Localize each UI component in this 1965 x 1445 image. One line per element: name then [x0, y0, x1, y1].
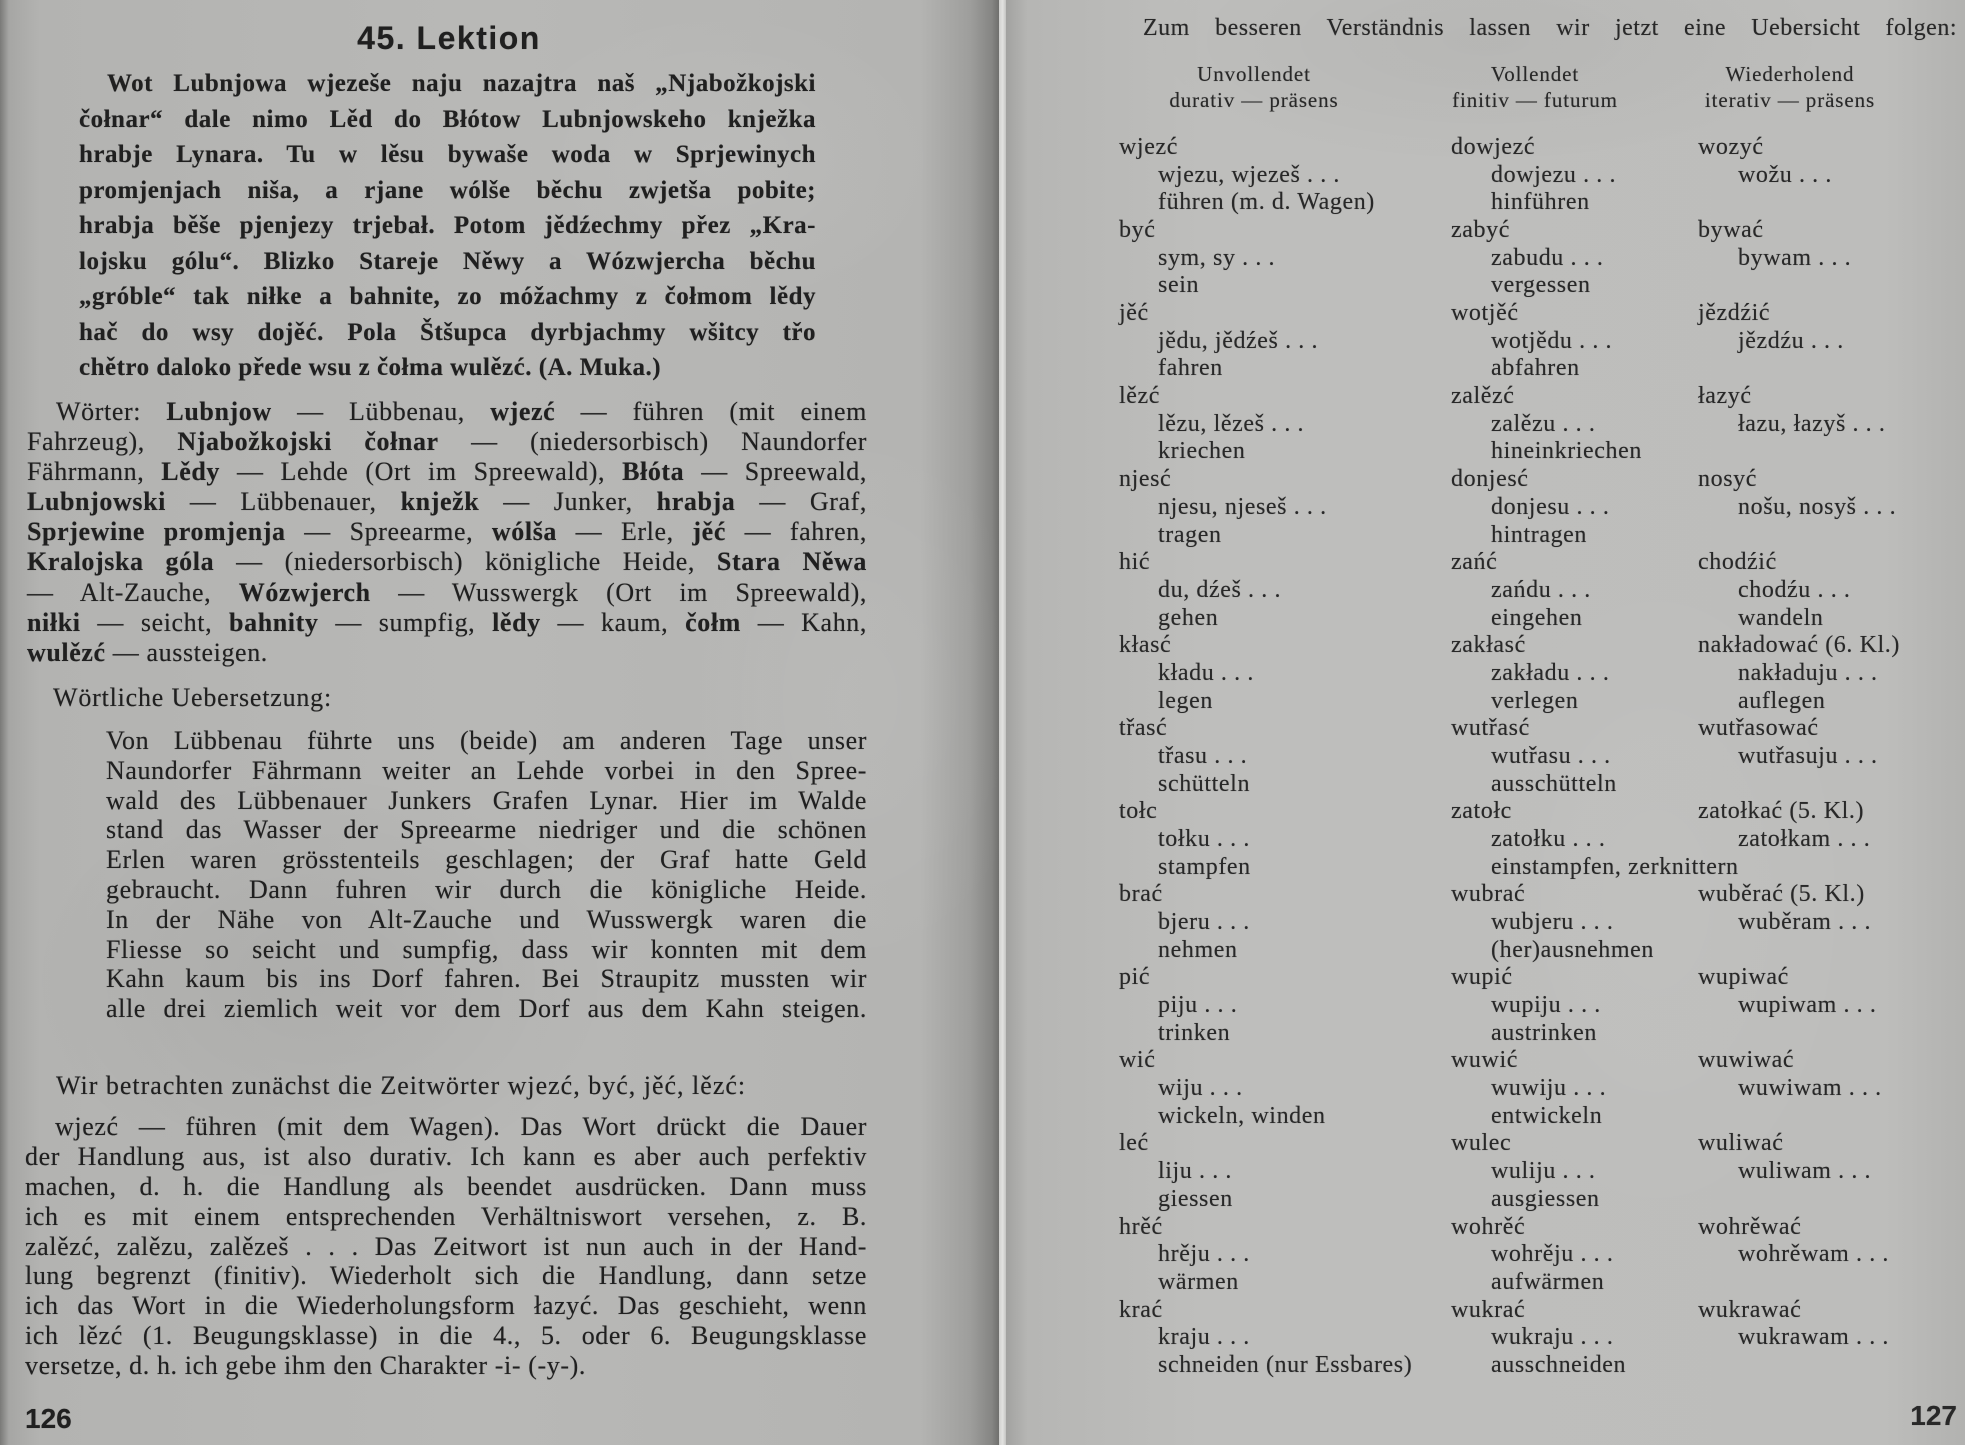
- verb-conjugation: bjeru . . .: [1158, 909, 1250, 936]
- explanation-line: lung begrenzt (finitiv). Wiederholt sich die Handlung, dann setze: [25, 1261, 867, 1291]
- vocabulary-term: Wózwjerch: [238, 577, 371, 607]
- vocabulary-term: bahnity: [229, 607, 319, 637]
- verb-infinitive: leć: [1119, 1130, 1149, 1157]
- verb-infinitive: zańć: [1451, 549, 1498, 576]
- explanation-line: versetze, d. h. ich gebe ihm den Charakter -i- (-y-).: [25, 1351, 586, 1381]
- verb-conjugation: zańdu . . .: [1491, 576, 1591, 603]
- verb-conjugation: kraju . . .: [1158, 1324, 1250, 1351]
- explanation-line: der Handlung aus, ist also durativ. Ich kann es aber auch perfektiv: [25, 1141, 867, 1171]
- vocabulary-term: Stara Něwa: [716, 547, 867, 577]
- vocabulary-gloss: — Lübbenau,: [271, 397, 491, 426]
- verb-translation: nehmen: [1158, 936, 1238, 963]
- verb-infinitive: wuwić: [1451, 1047, 1518, 1074]
- verb-infinitive: krać: [1119, 1296, 1163, 1323]
- verb-conjugation: wupiwam . . .: [1738, 992, 1877, 1019]
- verb-infinitive: lězć: [1119, 383, 1161, 410]
- verb-conjugation: wupiju . . .: [1491, 992, 1601, 1019]
- vocabulary-gloss: — kaum,: [540, 607, 686, 637]
- verb-infinitive: zabyć: [1451, 217, 1510, 244]
- verb-conjugation: łazu, łazyš . . .: [1738, 410, 1886, 437]
- vocabulary-gloss: Fahrzeug),: [27, 427, 178, 457]
- verb-infinitive: wupiwać: [1698, 964, 1789, 991]
- verb-translation: eingehen: [1491, 604, 1583, 631]
- verb-translation: ausschneiden: [1491, 1351, 1627, 1378]
- verb-infinitive: być: [1119, 217, 1156, 244]
- verb-infinitive: wuliwać: [1698, 1130, 1784, 1157]
- verb-conjugation: liju . . .: [1158, 1158, 1233, 1185]
- vocabulary-term: Kralojska góla: [27, 547, 215, 577]
- reading-line: čołnar“ dale nimo Lěd do Błótow Lubnjowskeho knježka: [79, 105, 816, 133]
- vocabulary-term: čołm: [685, 607, 741, 637]
- verb-infinitive: hić: [1119, 549, 1151, 576]
- column-subtitle: durativ — präsens: [1169, 88, 1339, 112]
- verb-infinitive: třasć: [1119, 715, 1168, 742]
- vocabulary-term: wulězć: [27, 637, 106, 667]
- vocabulary-gloss: — Wusswergk (Ort im Spreewald),: [370, 577, 867, 607]
- vocabulary-line: [27, 608, 867, 638]
- verb-infinitive: wozyć: [1698, 134, 1764, 160]
- right-book-page: [1006, 0, 1965, 1445]
- verb-conjugation: třasu . . .: [1158, 742, 1248, 769]
- vocabulary-term: Błóta: [622, 457, 685, 487]
- vocabulary-term: Lubnjow: [166, 397, 272, 426]
- vocabulary-line: [27, 397, 867, 427]
- verb-infinitive: donjesć: [1451, 466, 1529, 493]
- verb-infinitive: wutřasować: [1698, 715, 1819, 742]
- verb-conjugation: chodźu . . .: [1738, 576, 1851, 603]
- verb-translation: abfahren: [1491, 355, 1580, 382]
- vocabulary-gloss: — Alt-Zauche,: [27, 577, 239, 607]
- verb-translation: einstampfen, zerknittern: [1491, 853, 1739, 880]
- verb-infinitive: wotjěć: [1451, 300, 1519, 327]
- vocabulary-line: [27, 638, 867, 668]
- verb-conjugation: wohrěju . . .: [1491, 1241, 1614, 1268]
- explanation-line: machen, d. h. die Handlung als beendet ausdrücken. Dann muss: [25, 1171, 867, 1201]
- vocabulary-line: [27, 427, 867, 457]
- verb-infinitive: nosyć: [1698, 466, 1757, 493]
- verb-translation: hintragen: [1491, 521, 1588, 548]
- verb-translation: sein: [1158, 272, 1200, 299]
- translation-line: Erlen waren grösstenteils geschlagen; der Graf hatte Geld: [106, 845, 867, 875]
- overview-intro: Zum besseren Verständnis lassen wir jetzt eine Uebersicht folgen:: [1143, 15, 1957, 41]
- verb-translation: schütteln: [1158, 770, 1251, 797]
- verb-conjugation: donjesu . . .: [1491, 493, 1610, 520]
- verb-conjugation: sym, sy . . .: [1158, 244, 1276, 271]
- vocabulary-gloss: Fährmann,: [27, 457, 162, 487]
- vocabulary-term: niłki: [27, 607, 81, 637]
- reading-paragraph: [79, 66, 816, 386]
- verb-conjugation: nošu, nosyš . . .: [1738, 493, 1897, 520]
- translation-line: wald des Lübbenauer Junkers Grafen Lynar. Hier im Walde: [106, 785, 867, 815]
- verb-conjugation: piju . . .: [1158, 992, 1238, 1019]
- reading-line: hrabja běše pjenjezy trjebał. Potom jědźechmy přez „Kra-: [79, 212, 816, 239]
- verb-infinitive: wić: [1119, 1047, 1156, 1074]
- verb-conjugation: zatołkam . . .: [1738, 826, 1871, 852]
- vocabulary-gloss: — sumpfig,: [318, 607, 493, 637]
- verb-infinitive: bywać: [1698, 217, 1764, 244]
- translation-line: alle drei ziemlich weit vor dem Dorf aus dem Kahn steigen.: [106, 994, 867, 1024]
- translation-line: Naundorfer Fährmann weiter an Lehde vorbei in den Spree-: [106, 755, 867, 785]
- translation-heading: Wörtliche Uebersetzung:: [53, 683, 333, 712]
- verb-conjugation: wjezu, wjezeš . . .: [1158, 161, 1341, 188]
- verb-infinitive: wupić: [1451, 964, 1513, 991]
- vocabulary-line: [27, 487, 867, 517]
- verb-translation: aufwärmen: [1491, 1268, 1605, 1295]
- verb-translation: gehen: [1158, 604, 1219, 631]
- verb-conjugation: lězu, lězeš . . .: [1158, 410, 1305, 437]
- vocabulary-gloss: — aussteigen.: [105, 637, 268, 667]
- verb-conjugation: dowjezu . . .: [1491, 161, 1617, 188]
- verb-conjugation: tołku . . .: [1158, 826, 1250, 852]
- vocabulary-gloss: — Lübbenauer,: [165, 487, 401, 517]
- vocabulary-line: [27, 578, 867, 608]
- verb-infinitive: zatołc: [1451, 798, 1512, 825]
- vocabulary-gloss: — Graf,: [735, 487, 867, 517]
- verb-infinitive: chodźić: [1698, 549, 1777, 576]
- reading-line: Wot Lubnjowa wjezeše naju nazajtra naš „Njabožkojski: [107, 70, 816, 97]
- verb-infinitive: kłasć: [1119, 632, 1172, 659]
- explanation-line: wjezć — führen (mit dem Wagen). Das Wort drückt die Dauer: [55, 1112, 867, 1141]
- explanation-line: ich das Wort in die Wiederholungsform łazyć. Das geschieht, wenn: [25, 1291, 867, 1321]
- vocabulary-gloss: — Spreewald,: [684, 457, 868, 487]
- vocabulary-gloss: — (niedersorbisch) Naundorfer: [438, 427, 867, 457]
- verb-translation: hinführen: [1491, 189, 1590, 216]
- verb-translation: (her)ausnehmen: [1491, 936, 1654, 963]
- verb-infinitive: łazyć: [1698, 383, 1752, 410]
- verb-infinitive: hrěć: [1119, 1213, 1163, 1240]
- verb-infinitive: dowjezć: [1451, 134, 1536, 160]
- verb-translation: schneiden (nur Essbares): [1158, 1351, 1413, 1378]
- verb-conjugation: njesu, njeseš . . .: [1158, 493, 1327, 520]
- vocabulary-term: jěć: [692, 517, 726, 547]
- verb-translation: ausschütteln: [1491, 770, 1617, 797]
- vocabulary-term: lědy: [492, 607, 541, 637]
- vocabulary-term: Sprjewine promjenja: [27, 517, 286, 547]
- explanation-line: ich es mit einem entsprechenden Verhältniswort versehen, z. B.: [25, 1201, 867, 1231]
- verb-translation: tragen: [1158, 521, 1222, 548]
- verb-translation: wärmen: [1158, 1268, 1239, 1295]
- reading-line: promjenjach niša, a rjane wólše běchu zwjetša pobite;: [79, 176, 816, 204]
- verbs-intro: Wir betrachten zunächst die Zeitwörter wjezć, być, jěć, lězć:: [56, 1071, 747, 1100]
- verb-infinitive: zatołkać (5. Kl.): [1698, 798, 1865, 825]
- verb-translation: führen (m. d. Wagen): [1158, 189, 1375, 216]
- vocabulary-term: hrabja: [656, 487, 736, 517]
- verb-conjugation: jědu, jědźeš . . .: [1158, 327, 1319, 354]
- vocabulary-gloss: — (niedersorbisch) königliche Heide,: [214, 547, 717, 577]
- verb-infinitive: wjezć: [1119, 134, 1178, 160]
- vocabulary-term: wjezć: [490, 397, 556, 426]
- verb-translation: legen: [1158, 687, 1213, 714]
- reading-line: „gróble“ tak niłke a bahnite, zo móžachmy z čołmom lědy: [79, 283, 816, 310]
- verb-infinitive: jězdźić: [1698, 300, 1771, 327]
- verb-translation: stampfen: [1158, 853, 1251, 880]
- verb-conjugation: nakładuju . . .: [1738, 659, 1878, 686]
- verb-infinitive: brać: [1119, 881, 1163, 908]
- verb-conjugation: wohrěwam . . .: [1738, 1241, 1890, 1268]
- reading-line: lojsku gólu“. Blizko Stareje Něwy a Wózwjercha běchu: [79, 247, 816, 275]
- verb-translation: trinken: [1158, 1019, 1231, 1046]
- vocabulary-gloss: — Kahn,: [740, 607, 867, 637]
- verb-infinitive: wutřasć: [1451, 715, 1530, 742]
- verb-conjugation: bywam . . .: [1738, 244, 1852, 271]
- reading-line: hač do wsy dojěć. Pola Štšupca dyrbjachmy wšitcy třo: [79, 318, 816, 346]
- translation-line: Fliesse so seicht und sumpfig, dass wir konnten mit dem: [106, 934, 867, 964]
- verb-conjugation: wukrawam . . .: [1738, 1324, 1890, 1351]
- verb-translation: giessen: [1158, 1185, 1233, 1212]
- vocabulary-term: wólša: [491, 517, 558, 547]
- verb-infinitive: jěć: [1119, 300, 1149, 327]
- vocabulary-term: Lědy: [161, 457, 221, 487]
- translation-line: gebraucht. Dann fuhren wir durch die königliche Heide.: [106, 874, 867, 904]
- translation-paragraph: [106, 726, 867, 1024]
- vocabulary-gloss: — Junker,: [479, 487, 657, 517]
- vocabulary-gloss: — seicht,: [80, 607, 230, 637]
- explanation-paragraph: [25, 1112, 867, 1381]
- verb-conjugation: wuběram . . .: [1738, 909, 1872, 936]
- verb-infinitive: wohrěć: [1451, 1213, 1526, 1240]
- verb-conjugation: hrěju . . .: [1158, 1241, 1250, 1268]
- verb-translation: wickeln, winden: [1158, 1102, 1326, 1129]
- page-number: 127: [1910, 1400, 1957, 1431]
- verb-translation: ausgiessen: [1491, 1185, 1600, 1212]
- column-subtitle: finitiv — futurum: [1452, 88, 1618, 112]
- verb-conjugation: zabudu . . .: [1491, 244, 1604, 271]
- verb-conjugation: wuliju . . .: [1491, 1158, 1596, 1185]
- verb-translation: verlegen: [1491, 687, 1579, 714]
- verb-conjugation: wuwiju . . .: [1491, 1075, 1607, 1102]
- explanation-line: ich lězć (1. Beugungsklasse) in die 4., 5. oder 6. Beugungsklasse: [25, 1321, 867, 1351]
- verb-infinitive: zakłasć: [1451, 632, 1526, 659]
- verb-conjugation: kładu . . .: [1158, 659, 1254, 686]
- verb-conjugation: wubjeru . . .: [1491, 909, 1614, 936]
- vocabulary-gloss: — Erle,: [557, 517, 693, 547]
- verb-infinitive: nakładować (6. Kl.): [1698, 632, 1900, 659]
- vocabulary-line: [27, 547, 867, 577]
- verb-translation: hineinkriechen: [1491, 438, 1643, 465]
- vocabulary-term: Lubnjowski: [27, 487, 166, 517]
- verb-conjugation: wožu . . .: [1738, 161, 1832, 188]
- translation-line: Von Lübbenau führte uns (beide) am anderen Tage unser: [106, 726, 867, 755]
- verb-conjugation: zalězu . . .: [1491, 410, 1596, 437]
- verb-overview-table: [1006, 0, 1965, 1445]
- verb-infinitive: zalězć: [1451, 383, 1515, 410]
- verb-translation: austrinken: [1491, 1019, 1597, 1046]
- page-number: 126: [25, 1403, 72, 1434]
- verb-infinitive: wulec: [1451, 1130, 1512, 1157]
- translation-line: Kahn kaum bis ins Dorf fahren. Bei Straupitz mussten wir: [106, 964, 867, 994]
- verb-infinitive: pić: [1119, 964, 1151, 991]
- verb-conjugation: wutřasuju . . .: [1738, 742, 1878, 769]
- vocabulary-line: [27, 517, 867, 547]
- verb-conjugation: wuwiwam . . .: [1738, 1075, 1882, 1102]
- verb-conjugation: wuliwam . . .: [1738, 1158, 1872, 1185]
- vocabulary-gloss: — Spreearme,: [285, 517, 492, 547]
- verb-translation: wandeln: [1738, 604, 1824, 631]
- verb-translation: fahren: [1158, 355, 1223, 382]
- reading-line: chětro daloko přede wsu z čołma wulězć. (A. Muka.): [79, 354, 662, 381]
- vocabulary-gloss: — führen (mit einem: [555, 397, 867, 426]
- vocabulary-gloss: Wörter:: [56, 397, 167, 426]
- verb-infinitive: wukrać: [1451, 1296, 1526, 1323]
- verb-infinitive: wohrěwać: [1698, 1213, 1802, 1240]
- vocabulary-term: Njabožkojski čołnar: [177, 427, 439, 457]
- verb-translation: auflegen: [1738, 687, 1826, 714]
- verb-conjugation: zakładu . . .: [1491, 659, 1610, 686]
- verb-conjugation: jězdźu . . .: [1738, 327, 1844, 354]
- verb-conjugation: zatołku . . .: [1491, 826, 1606, 852]
- reading-line: hrabje Lynara. Tu w lěsu bywaše woda w Sprjewinych: [79, 141, 816, 168]
- column-title: Vollendet: [1490, 62, 1580, 86]
- verb-conjugation: wutřasu . . .: [1491, 742, 1611, 769]
- lesson-title: 45. Lektion: [357, 20, 541, 56]
- explanation-line: zalězć, zalězu, zalězeš . . . Das Zeitwort ist nun auch in der Hand-: [25, 1231, 867, 1261]
- vocabulary-line: [27, 457, 867, 487]
- verb-infinitive: tołc: [1119, 798, 1158, 825]
- verb-conjugation: wukraju . . .: [1491, 1324, 1614, 1351]
- verb-conjugation: wiju . . .: [1158, 1075, 1243, 1102]
- verb-infinitive: wubrać: [1451, 881, 1526, 908]
- column-subtitle: iterativ — präsens: [1704, 88, 1876, 112]
- verb-conjugation: wotjědu . . .: [1491, 327, 1613, 354]
- vocabulary-gloss: — Lehde (Ort im Spreewald),: [220, 457, 623, 487]
- verb-infinitive: wuwiwać: [1698, 1047, 1795, 1074]
- translation-line: In der Nähe von Alt-Zauche und Wusswergk waren die: [106, 904, 867, 934]
- column-title: Wiederholend: [1725, 62, 1855, 86]
- vocabulary-paragraph: [27, 397, 867, 668]
- verb-infinitive: wukrawać: [1698, 1296, 1802, 1323]
- verb-translation: vergessen: [1491, 272, 1591, 299]
- vocabulary-term: knježk: [400, 487, 480, 517]
- book-gutter: [999, 0, 1006, 1445]
- verb-infinitive: wuběrać (5. Kl.): [1698, 881, 1865, 908]
- verb-infinitive: njesć: [1119, 466, 1172, 493]
- verb-translation: kriechen: [1158, 438, 1246, 465]
- translation-line: stand das Wasser der Spreearme niedriger und die schönen: [106, 815, 867, 845]
- verb-translation: entwickeln: [1491, 1102, 1603, 1129]
- vocabulary-gloss: — fahren,: [725, 517, 867, 547]
- column-title: Unvollendet: [1197, 62, 1311, 86]
- verb-conjugation: du, dźeš . . .: [1158, 576, 1282, 603]
